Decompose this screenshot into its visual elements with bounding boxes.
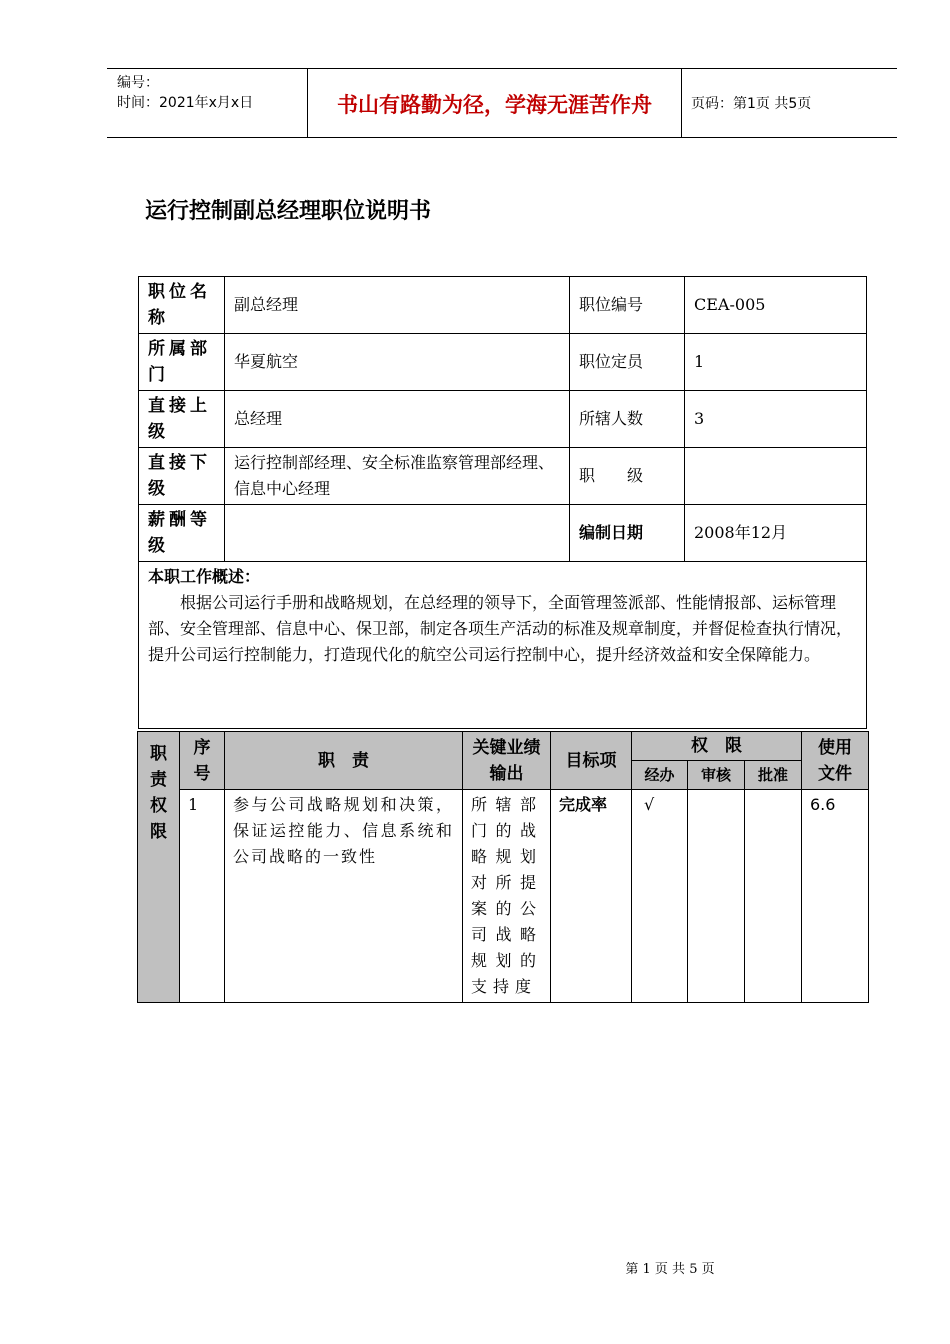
label-grade: 职 级	[570, 448, 685, 505]
job-summary	[139, 562, 867, 729]
value-superior: 总经理	[225, 391, 570, 448]
header-review: 审核	[688, 761, 745, 790]
cell-seq: 1	[180, 790, 225, 1003]
header-target: 目标项	[551, 732, 632, 790]
cell-approve	[745, 790, 802, 1003]
header-motto: 书山有路勤为径，学海无涯苦作舟	[337, 92, 652, 117]
table-row	[139, 562, 867, 729]
page-footer: 第 1 页 共 5 页	[625, 1262, 715, 1277]
position-info-table	[138, 276, 867, 729]
side-label-duty-authority	[138, 732, 180, 1003]
table-row	[139, 391, 867, 448]
value-position-code: CEA-005	[685, 277, 867, 334]
cell-kpi: 所辖部门的战略规划对所提案的公司战略规划的支持度	[463, 790, 551, 1003]
value-position-name: 副总经理	[225, 277, 570, 334]
table-header-row	[138, 732, 869, 761]
page-header	[107, 68, 897, 138]
doc-time: 时间：2021年x月x日	[117, 95, 254, 111]
label-superior: 直接上级	[139, 391, 225, 448]
cell-target: 完成率	[551, 790, 632, 1003]
job-summary-title: 本职工作概述：	[148, 567, 261, 586]
label-position-name: 职位名称	[139, 277, 225, 334]
table-row	[139, 505, 867, 562]
cell-doc: 6.6	[802, 790, 869, 1003]
side-label-text: 职责权限	[150, 744, 167, 842]
value-compile-date: 2008年12月	[685, 505, 867, 562]
header-page-number: 页码：第1页 共5页	[691, 96, 812, 112]
cell-handle: √	[632, 790, 688, 1003]
cell-duty: 参与公司战略规划和决策，保证运控能力、信息系统和公司战略的一致性	[225, 790, 463, 1003]
value-salary-level	[225, 505, 570, 562]
value-subordinate-count: 3	[685, 391, 867, 448]
header-duty: 职 责	[225, 732, 463, 790]
label-salary-level: 薪酬等级	[139, 505, 225, 562]
label-position-code: 职位编号	[570, 277, 685, 334]
doc-number: 编号：	[117, 75, 159, 91]
table-row	[139, 277, 867, 334]
label-subordinate-count: 所辖人数	[570, 391, 685, 448]
table-row	[139, 334, 867, 391]
label-headcount: 职位定员	[570, 334, 685, 391]
value-department: 华夏航空	[225, 334, 570, 391]
table-row	[139, 448, 867, 505]
header-kpi: 关键业绩输出	[463, 732, 551, 790]
header-approve: 批准	[745, 761, 802, 790]
label-subordinates: 直接下级	[139, 448, 225, 505]
header-doc: 使用文件	[802, 732, 869, 790]
value-headcount: 1	[685, 334, 867, 391]
header-meta	[117, 73, 253, 113]
table-row	[138, 790, 869, 1003]
duty-authority-table	[137, 731, 869, 1003]
header-divider	[681, 69, 682, 137]
label-compile-date: 编制日期	[570, 505, 685, 562]
cell-review	[688, 790, 745, 1003]
document-title: 运行控制副总经理职位说明书	[145, 199, 432, 224]
job-summary-text: 根据公司运行手册和战略规划，在总经理的领导下，全面管理签派部、性能情报部、运标管理部、安全管理部、信息中心、保卫部，制定各项生产活动的标准及规章制度，并督促检查执行情况，提升公司运行控制能力，打造现代化的航空公司运行控制中心，提升经济效益和安全保障能力。	[148, 593, 853, 664]
header-authority: 权 限	[632, 732, 802, 761]
label-department: 所属部门	[139, 334, 225, 391]
value-subordinates: 运行控制部经理、安全标准监察管理部经理、信息中心经理	[225, 448, 570, 505]
header-seq: 序号	[180, 732, 225, 790]
header-handle: 经办	[632, 761, 688, 790]
value-grade	[685, 448, 867, 505]
